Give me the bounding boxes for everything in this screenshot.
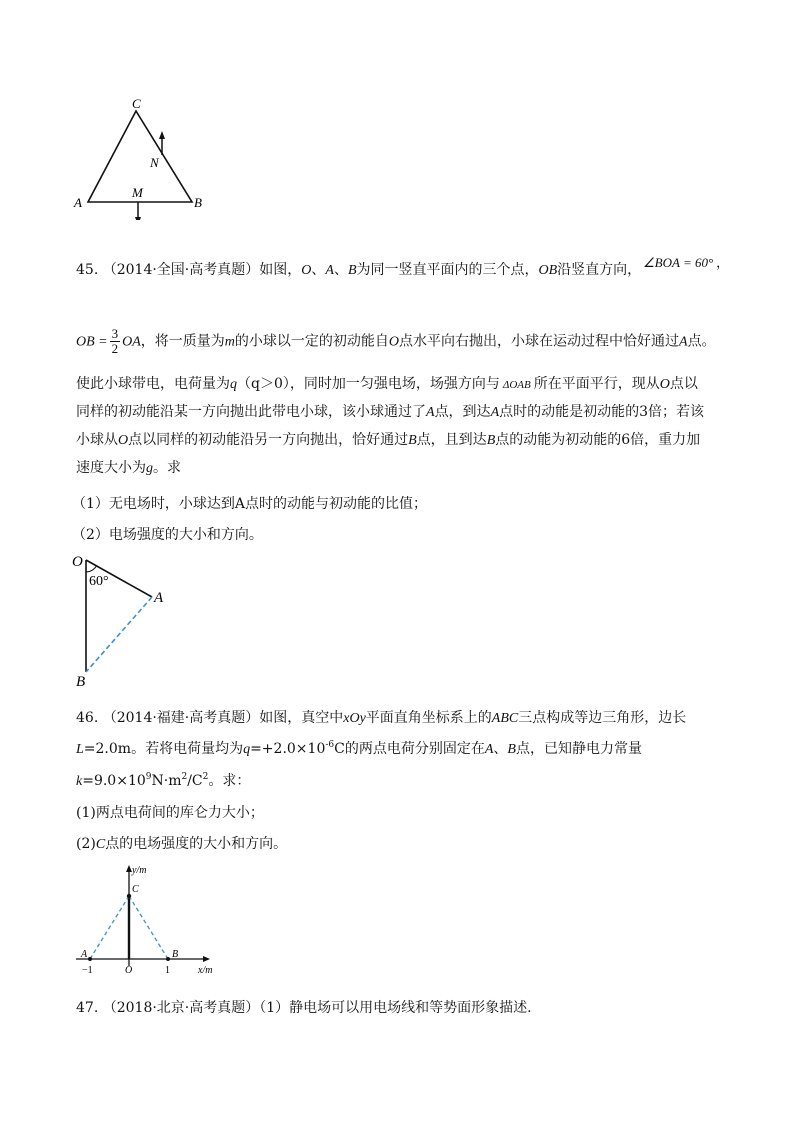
q45-sub-1: （1）无电场时，小球达到A点时的动能与初动能的比值； <box>72 496 428 512</box>
var-o: O <box>118 433 129 448</box>
frac-num: 3 <box>111 326 119 341</box>
q45-text: 点。 <box>687 333 716 350</box>
tick-minus-one: −1 <box>82 965 93 976</box>
var-m: m <box>224 334 235 350</box>
q46-text: 点，已知静电力常量 <box>515 741 642 757</box>
point-c <box>127 894 131 898</box>
exponent: 2 <box>202 772 209 782</box>
exponent: 2 <box>181 772 188 782</box>
q45-text: 小球从 <box>76 432 118 448</box>
x-axis-arrow-icon <box>203 956 210 962</box>
q45-line-6 <box>76 458 181 479</box>
label-n: N <box>150 155 159 170</box>
q46-sub-1: (1)两点电荷间的库仑力大小； <box>76 805 264 821</box>
q45-line-3 <box>76 374 698 395</box>
q45-text: 、 <box>333 262 348 278</box>
var-g: g <box>146 461 153 476</box>
q46-text: 三点构成等边三角形，边长 <box>518 710 687 726</box>
var-l: L <box>76 742 84 757</box>
label-b: B <box>194 195 202 210</box>
q45-line-5 <box>76 430 700 451</box>
q46-line-3 <box>76 771 250 792</box>
var-abc: ABC <box>491 711 519 726</box>
var-k: k <box>76 774 83 789</box>
var-o: O <box>301 263 312 278</box>
q46-text: =+2.0×10 <box>250 741 326 757</box>
triangle-oab: ΔOAB <box>502 379 531 391</box>
q45-line-2 <box>76 327 716 356</box>
var-o: O <box>659 377 670 392</box>
q45-text: 点以 <box>669 376 698 392</box>
q46-text: 如图，真空中 <box>259 710 344 726</box>
label-origin: O <box>125 965 133 976</box>
q46-text: =9.0×10 <box>82 773 146 789</box>
label-c: C <box>132 96 141 111</box>
var-a: A <box>484 742 494 757</box>
label-b: B <box>76 674 86 690</box>
q45-text: ，同时加一匀强电场，场强方向与 <box>289 376 500 392</box>
q45-text: 点时的动能是初动能的3倍；若该 <box>499 404 705 420</box>
q45-number: 45. <box>76 262 99 278</box>
q47-source: （2018·北京·高考真题） <box>102 1000 260 1016</box>
q46-line-2 <box>76 739 642 760</box>
tick-one: 1 <box>165 965 170 976</box>
q46-text: 、 <box>493 741 508 757</box>
q45-text: 同样的初动能沿某一方向抛出此带电小球，该小球通过了 <box>76 404 426 420</box>
angle-boa <box>643 252 729 271</box>
x-axis-label: x/m <box>198 965 213 976</box>
q46-text: 平面直角坐标系上的 <box>365 710 492 726</box>
q46-source: （2014·福建·高考真题） <box>102 710 260 726</box>
q45-text: 、 <box>311 262 326 278</box>
q45-text: 。求 <box>153 460 181 476</box>
q46-text: N·m <box>151 773 182 789</box>
q45-text: 点以同样的初动能沿另一方向抛出，恰好通过 <box>128 432 409 448</box>
label-a: A <box>154 590 164 606</box>
q46-text: 点的电场强度的大小和方向。 <box>105 836 288 852</box>
point-a <box>88 957 92 961</box>
q45-sub-2: （2）电场强度的大小和方向。 <box>72 527 263 543</box>
label-o: O <box>72 554 83 570</box>
q46-text: /C <box>187 773 203 789</box>
q46-line-1 <box>76 708 686 729</box>
dashed-line-ab <box>86 597 152 672</box>
var-a: A <box>679 334 688 350</box>
label-60: 60° <box>89 574 109 589</box>
ob-equals: OB = <box>76 334 108 350</box>
label-m: M <box>132 185 143 200</box>
exponent: -6 <box>325 740 335 750</box>
q45-line-1 <box>76 260 641 281</box>
q45-condition: （q＞0） <box>237 376 290 392</box>
q45-text: 所在平面平行，现从 <box>533 376 660 392</box>
q45-text: 点，且到达 <box>416 432 487 448</box>
var-a: A <box>426 405 435 420</box>
label-a: A <box>74 195 82 210</box>
label-b: B <box>172 949 179 960</box>
q45-text: 如图， <box>259 262 302 278</box>
var-c: C <box>95 837 106 852</box>
label-c: C <box>132 884 139 895</box>
label-a: A <box>81 949 88 960</box>
var-a: A <box>325 263 334 278</box>
var-a: A <box>490 405 500 420</box>
q45-text: 的小球以一定的初动能自 <box>234 333 389 350</box>
q47-line-1 <box>76 998 532 1018</box>
q45-line-4 <box>76 402 704 423</box>
q45-text: 沿竖直方向， <box>557 262 642 278</box>
q45-text: 点，到达 <box>434 404 491 420</box>
arrow-up-icon <box>159 131 165 139</box>
var-b: B <box>507 742 516 757</box>
var-b: B <box>347 263 357 278</box>
q47-number: 47. <box>76 1000 99 1016</box>
q47-text: （1）静电场可以用电场线和等势面形象描述. <box>259 1000 532 1016</box>
q46-text: (2) <box>76 836 96 852</box>
triangle-abc-figure <box>70 95 220 220</box>
dashed-line-cb <box>129 896 168 959</box>
var-xoy: xOy <box>343 711 366 726</box>
q46-text: 。求： <box>208 773 251 789</box>
angle-arc <box>86 566 97 572</box>
var-b: B <box>486 433 496 448</box>
q45-source: （2014·全国·高考真题） <box>102 262 260 278</box>
q46-sub-2 <box>76 834 287 855</box>
q46-text: C的两点电荷分别固定在 <box>334 741 485 757</box>
q45-text: 使此小球带电，电荷量为 <box>76 376 230 392</box>
q45-text: ，将一质量为 <box>140 333 225 350</box>
y-axis-label: y/m <box>132 865 147 876</box>
var-b: B <box>408 433 417 448</box>
var-ob: OB <box>538 263 558 278</box>
arrow-down-icon <box>135 217 141 220</box>
dashed-line-ca <box>90 896 129 959</box>
q45-text: 点水平向右抛出，小球在运动过程中恰好通过 <box>399 333 680 350</box>
var-oa: OA <box>122 334 141 350</box>
q45-text: 点的动能为初动能的6倍，重力加 <box>495 432 701 448</box>
var-q: q <box>230 377 237 392</box>
var-q: q <box>243 742 251 757</box>
q45-text: 速度大小为 <box>76 460 146 476</box>
figure-coordinate <box>70 860 220 980</box>
frac-den: 2 <box>111 341 119 356</box>
exponent: 9 <box>145 772 152 782</box>
angle-expression: ∠BOA = 60° <box>643 255 714 270</box>
var-o: O <box>388 334 400 350</box>
q45-text: ， <box>716 256 730 271</box>
q46-text: =2.0m。若将电荷量均为 <box>83 741 244 757</box>
point-b <box>166 957 170 961</box>
figure-oab <box>70 550 180 690</box>
fraction-3-2 <box>110 327 121 356</box>
q45-text: 为同一竖直平面内的三个点， <box>356 262 539 278</box>
q46-number: 46. <box>76 710 99 726</box>
